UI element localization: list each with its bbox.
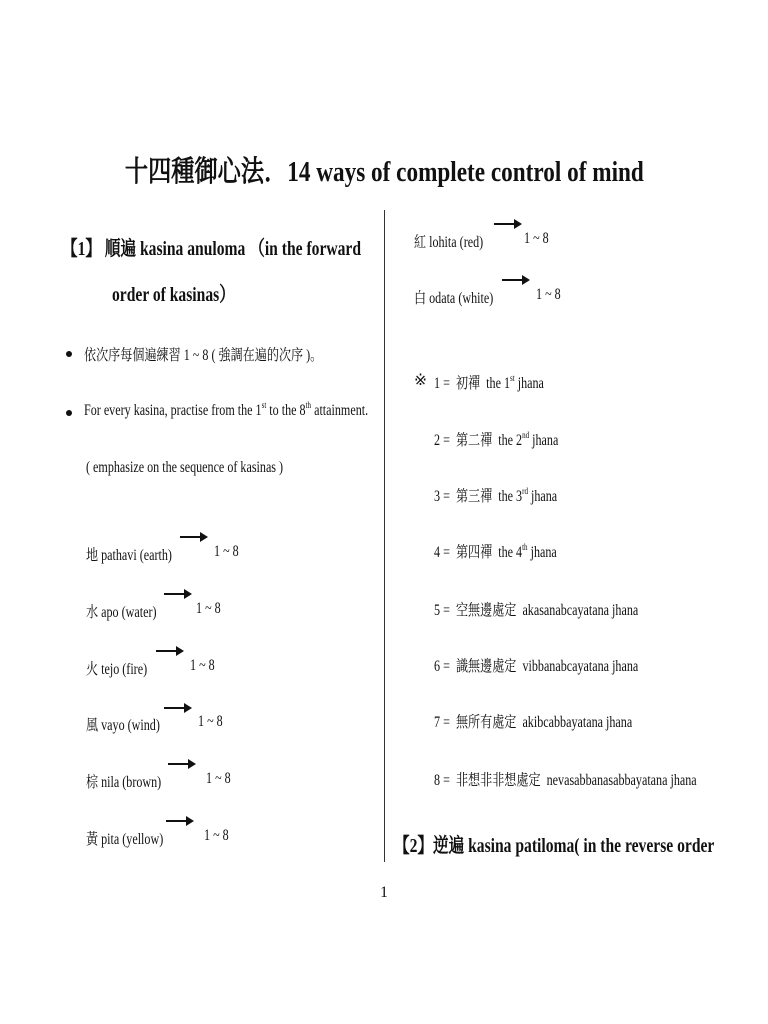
kasina-label: 水 apo (water) [86, 604, 157, 621]
jhana-row: 2 = 第二禪 the 2nd jhana [434, 430, 559, 449]
kasina-range: 1 ~ 8 [190, 657, 215, 674]
jhana-row: 3 = 第三禪 the 3rd jhana [434, 486, 558, 505]
arrow-icon [164, 593, 190, 595]
bullet-dot [66, 410, 72, 416]
bullet-dot [66, 351, 72, 357]
page-title: 十四種御心法．14 ways of complete control of mind [124, 156, 644, 188]
section1-heading-line1: 【1】 順遍 kasina anuloma （in the forward [62, 238, 362, 260]
kasina-label: 黃 pita (yellow) [86, 831, 164, 848]
arrow-icon [156, 650, 182, 652]
arrow-icon [168, 763, 194, 765]
arrow-icon [180, 536, 206, 538]
kasina-range: 1 ~ 8 [206, 770, 231, 787]
kasina-range: 1 ~ 8 [196, 600, 221, 617]
bullet-zh-text: 依次序每個遍練習 1 ~ 8 ( 強調在遍的次序 )。 [84, 347, 323, 364]
jhana-row: 4 = 第四禪 the 4th jhana [434, 542, 557, 561]
kasina-range: 1 ~ 8 [214, 543, 239, 560]
section2-heading: 【2】逆遍 kasina patiloma( in the reverse order [394, 835, 715, 857]
kasina-label: 地 pathavi (earth) [86, 547, 172, 564]
bullet-en-text-line2: ( emphasize on the sequence of kasinas ) [86, 459, 284, 476]
kasina-label: 棕 nila (brown) [86, 774, 162, 791]
kasina-label: 風 vayo (wind) [86, 717, 160, 734]
jhana-row: 8 = 非想非非想處定 nevasabbanasabbayatana jhana [434, 772, 697, 789]
arrow-icon [164, 707, 190, 709]
kasina-range: 1 ~ 8 [198, 713, 223, 730]
jhana-row: 1 = 初禪 the 1st jhana [434, 373, 544, 392]
arrow-icon [166, 820, 192, 822]
bullet-en-text: For every kasina, practise from the 1st to the 8th attainment. [84, 400, 369, 419]
column-divider [384, 210, 385, 862]
arrow-icon [494, 223, 520, 225]
jhana-row: 6 = 識無邊處定 vibbanabcayatana jhana [434, 658, 639, 675]
kasina-label: 火 tejo (fire) [86, 661, 148, 678]
kasina-range: 1 ~ 8 [536, 286, 561, 303]
kasina-range: 1 ~ 8 [204, 827, 229, 844]
section1-heading-line2: order of kasinas） [112, 284, 235, 306]
kasina-range: 1 ~ 8 [524, 230, 549, 247]
kasina-label: 紅 lohita (red) [414, 234, 484, 251]
jhana-row: 7 = 無所有處定 akibcabbayatana jhana [434, 714, 633, 731]
page-number: 1 [380, 884, 388, 901]
arrow-icon [502, 279, 528, 281]
kasina-label: 白 odata (white) [414, 290, 494, 307]
note-symbol: ※ [414, 372, 427, 389]
jhana-row: 5 = 空無邊處定 akasanabcayatana jhana [434, 602, 639, 619]
